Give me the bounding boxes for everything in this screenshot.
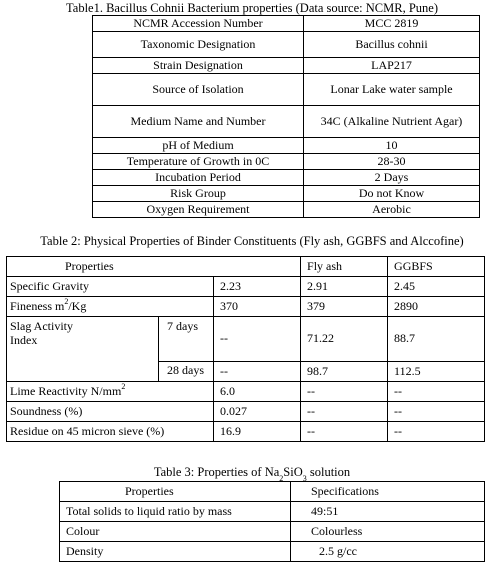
- table-cell: 98.7: [301, 362, 388, 382]
- table-row: [7, 422, 485, 442]
- table-row: [93, 202, 480, 218]
- table-cell: 2.45: [388, 277, 485, 297]
- table-row: [93, 74, 480, 106]
- table-row: [93, 58, 480, 74]
- superscript: 2: [121, 381, 126, 391]
- slag-label-line1: Slag Activity: [10, 319, 73, 333]
- table-cell: --: [301, 402, 388, 422]
- table-cell: Bacillus cohnii: [304, 32, 480, 58]
- column-header: Fly ash: [301, 257, 388, 277]
- table-cell: 0.027: [214, 402, 301, 422]
- table-cell: Total solids to liquid ratio by mass: [60, 502, 291, 522]
- table-cell: Aerobic: [304, 202, 480, 218]
- table-row: [93, 16, 480, 32]
- table-cell: 112.5: [388, 362, 485, 382]
- table-cell: Taxonomic Designation: [93, 32, 304, 58]
- table-row: [93, 186, 480, 202]
- table-cell: 2.23: [214, 277, 301, 297]
- caption-text: Table 3: Properties of Na: [153, 465, 280, 479]
- table-cell: Medium Name and Number: [93, 106, 304, 138]
- table-cell: Source of Isolation: [93, 74, 304, 106]
- table3-sodium-silicate-properties: [59, 481, 485, 562]
- slag-label-line2: Index: [10, 332, 38, 347]
- column-header: Properties: [60, 482, 291, 502]
- table-cell: Colour: [60, 522, 291, 542]
- table1-caption: Table1. Bacillus Cohnii Bacterium properties (Data source: NCMR, Pune): [66, 1, 438, 15]
- table-row: [93, 32, 480, 58]
- table-cell: Colourless: [291, 522, 485, 542]
- table-cell: --: [214, 362, 301, 382]
- table-cell: --: [301, 382, 388, 402]
- table-cell: Oxygen Requirement: [93, 202, 304, 218]
- table-cell: --: [388, 402, 485, 422]
- table-cell: 6.0: [214, 382, 301, 402]
- table-row: [7, 277, 485, 297]
- table-cell: [7, 317, 159, 382]
- table-cell: [7, 297, 214, 317]
- caption-text: solution: [306, 465, 351, 479]
- table-cell: --: [214, 317, 301, 362]
- table2-caption: Table 2: Physical Properties of Binder Constituents (Fly ash, GGBFS and Alccofine): [40, 234, 464, 248]
- table-cell: 2.5 g/cc: [291, 542, 485, 562]
- table-cell: 7 days: [159, 317, 214, 362]
- table-header-row: [60, 482, 485, 502]
- fineness-label: Fineness m: [10, 298, 65, 313]
- table-cell: pH of Medium: [93, 138, 304, 154]
- column-header: Specifications: [291, 482, 485, 502]
- table1-bacterium-properties: [92, 15, 480, 218]
- table-cell: Risk Group: [93, 186, 304, 202]
- subscript: 2: [279, 473, 284, 483]
- table-cell: Specific Gravity: [7, 277, 214, 297]
- table-row: [60, 522, 485, 542]
- table-row: [93, 106, 480, 138]
- table-cell: 49:51: [291, 502, 485, 522]
- superscript: 2: [64, 296, 69, 306]
- table-cell: Soundness (%): [7, 402, 214, 422]
- table-cell: 28-30: [304, 154, 480, 170]
- table-cell: --: [388, 382, 485, 402]
- table-cell: Do not Know: [304, 186, 480, 202]
- table-cell: 34C (Alkaline Nutrient Agar): [304, 106, 480, 138]
- table-cell: Temperature of Growth in 0C: [93, 154, 304, 170]
- table-row: [7, 402, 485, 422]
- table-cell: Residue on 45 micron sieve (%): [7, 422, 214, 442]
- table-cell: LAP217: [304, 58, 480, 74]
- table-cell: 2 Days: [304, 170, 480, 186]
- table-cell: NCMR Accession Number: [93, 16, 304, 32]
- table-cell: Incubation Period: [93, 170, 304, 186]
- table-header-row: [7, 257, 485, 277]
- table-cell: MCC 2819: [304, 16, 480, 32]
- table-cell: 28 days: [159, 362, 214, 382]
- table-row: [7, 382, 485, 402]
- table-row: [7, 297, 485, 317]
- table-cell: Strain Designation: [93, 58, 304, 74]
- table-cell: [7, 382, 214, 402]
- table-cell: 10: [304, 138, 480, 154]
- table-cell: 2.91: [301, 277, 388, 297]
- column-header: GGBFS: [388, 257, 485, 277]
- table-cell: 2890: [388, 297, 485, 317]
- table2-binder-properties: [6, 256, 485, 442]
- table-cell: --: [388, 422, 485, 442]
- table-cell: --: [301, 422, 388, 442]
- table-row: [93, 154, 480, 170]
- table-cell: Density: [60, 542, 291, 562]
- subscript: 3: [302, 473, 307, 483]
- lime-label: Lime Reactivity N/mm: [10, 383, 122, 398]
- table-row: [93, 138, 480, 154]
- column-header: Properties: [7, 257, 301, 277]
- table-row: [93, 170, 480, 186]
- table-cell: 16.9: [214, 422, 301, 442]
- caption-text: SiO: [283, 465, 303, 479]
- table-row: [7, 317, 485, 362]
- fineness-unit: /Kg: [68, 298, 87, 313]
- table-cell: 370: [214, 297, 301, 317]
- table-cell: 379: [301, 297, 388, 317]
- table-row: [60, 502, 485, 522]
- table-row: [60, 542, 485, 562]
- table-cell: 71.22: [301, 317, 388, 362]
- table-cell: Lonar Lake water sample: [304, 74, 480, 106]
- table3-caption: [0, 465, 504, 483]
- table-cell: 88.7: [388, 317, 485, 362]
